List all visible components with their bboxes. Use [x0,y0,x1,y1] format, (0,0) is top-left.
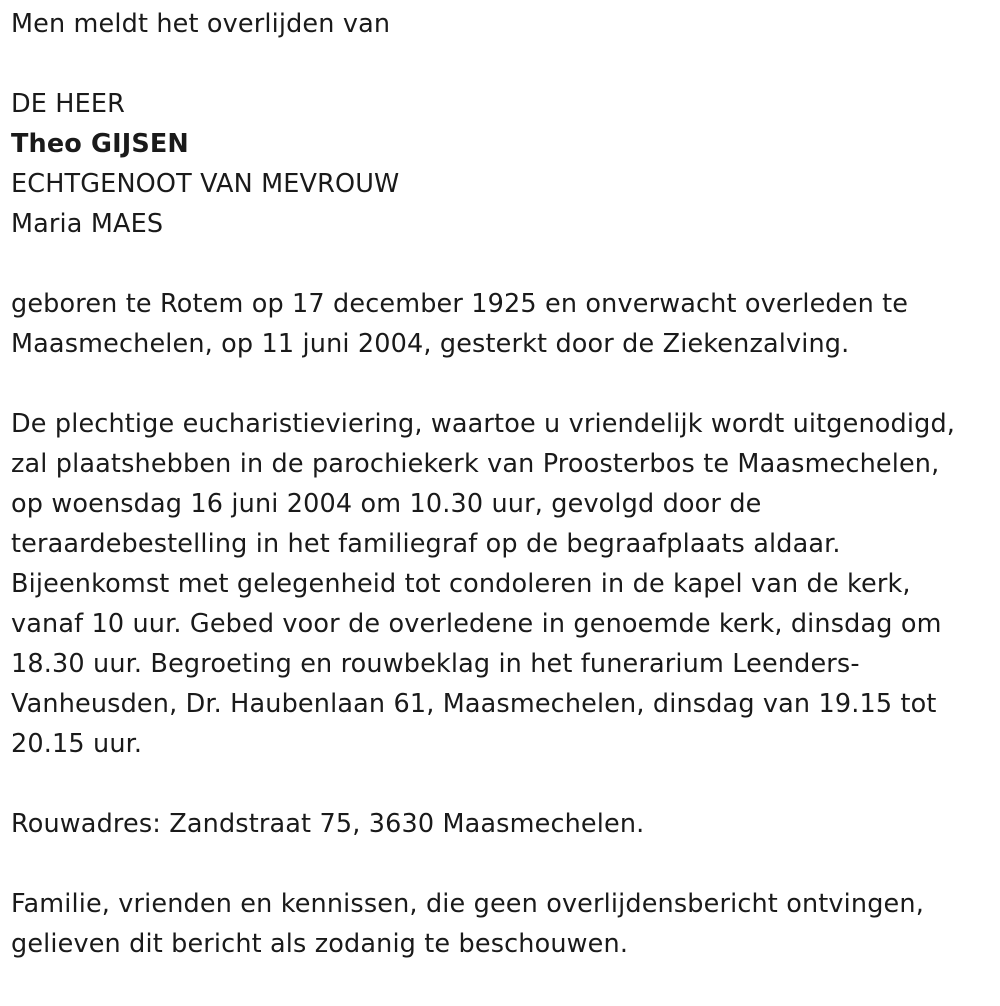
ceremony-line: vanaf 10 uur. Gebed voor de overledene in genoemde kerk, dinsdag om [11,609,942,639]
spacer [11,764,996,804]
birth-line: geboren te Rotem op 17 december 1925 en onverwacht overleden te [11,289,909,319]
deceased-name: Theo GIJSEN [11,129,189,159]
ceremony-line: 18.30 uur. Begroeting en rouwbeklag in het funerarium Leenders- [11,649,860,679]
spacer [11,244,996,284]
closing-line: Familie, vrienden en kennissen, die geen overlijdensbericht ontvingen, [11,889,924,919]
ceremony-line: 20.15 uur. [11,729,143,759]
ceremony-line: zal plaatshebben in de parochiekerk van Proosterbos te Maasmechelen, [11,449,940,479]
ceremony-line: teraardebestelling in het familiegraf op de begraafplaats aldaar. [11,529,841,559]
birth-paragraph [11,284,996,364]
birth-line: Maasmechelen, op 11 juni 2004, gesterkt door de Ziekenzalving. [11,329,850,359]
title-text: DE HEER [11,89,126,119]
intro-text: Men meldt het overlijden van [11,9,391,39]
ceremony-line: De plechtige eucharistieviering, waartoe u vriendelijk wordt uitgenodigd, [11,409,956,439]
spacer [11,364,996,404]
spouse-name: Maria MAES [11,209,164,239]
ceremony-paragraph [11,404,996,764]
spacer [11,844,996,884]
ceremony-line: Bijeenkomst met gelegenheid tot condoleren in de kapel van de kerk, [11,569,911,599]
relation-text: ECHTGENOOT VAN MEVROUW [11,169,400,199]
obituary-notice [11,4,996,964]
spacer [11,44,996,84]
ceremony-line: Vanheusden, Dr. Haubenlaan 61, Maasmechelen, dinsdag van 19.15 tot [11,689,937,719]
closing-paragraph [11,884,996,964]
mourning-address: Rouwadres: Zandstraat 75, 3630 Maasmechelen. [11,809,645,839]
closing-line: gelieven dit bericht als zodanig te beschouwen. [11,929,629,959]
ceremony-line: op woensdag 16 juni 2004 om 10.30 uur, gevolgd door de [11,489,762,519]
